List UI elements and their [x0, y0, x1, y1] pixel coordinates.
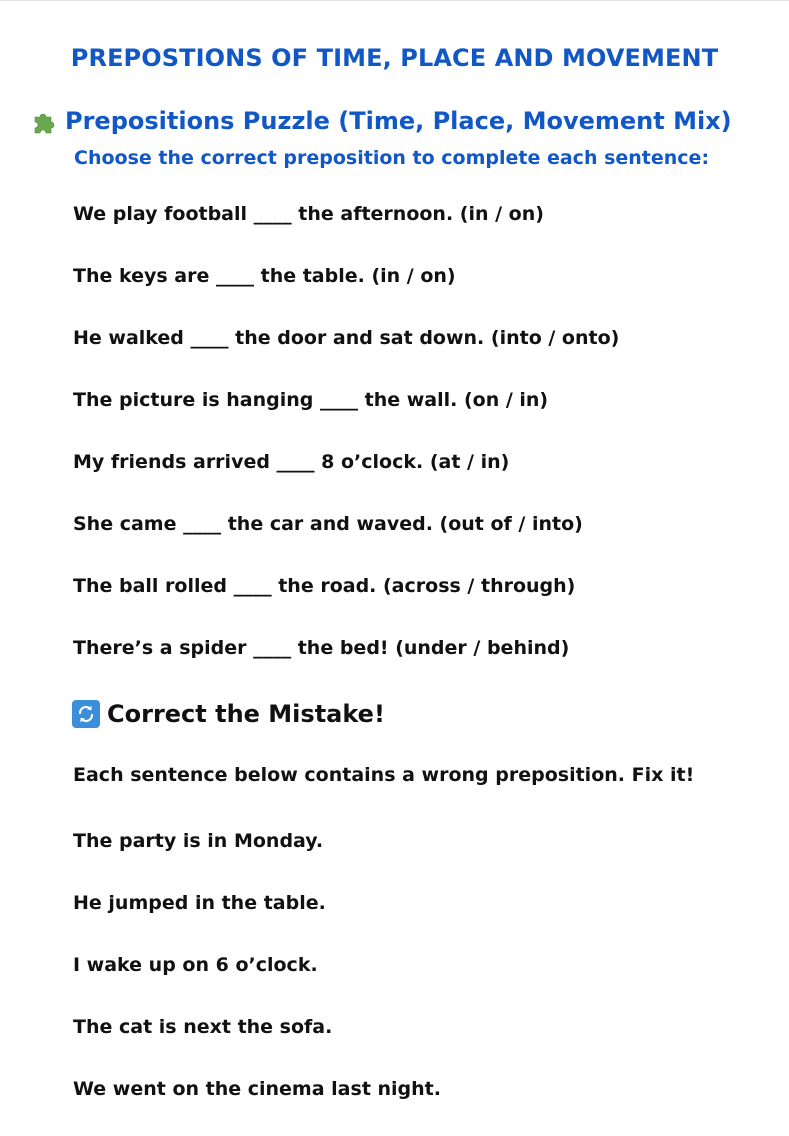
page-top-border [0, 0, 789, 1]
puzzle-sentence: We play football ____ the afternoon. (in / on) [73, 203, 544, 225]
section-2-instruction: Each sentence below contains a wrong preposition. Fix it! [73, 764, 695, 786]
puzzle-sentence: The ball rolled ____ the road. (across / through) [73, 575, 576, 597]
section-1-heading [32, 104, 732, 138]
puzzle-sentence: He walked ____ the door and sat down. (into / onto) [73, 327, 620, 349]
puzzle-sentence-list [73, 199, 619, 695]
section-2-heading [72, 698, 385, 730]
mistake-sentence-list [73, 826, 441, 1136]
puzzle-sentence: There’s a spider ____ the bed! (under / behind) [73, 637, 570, 659]
mistake-sentence: The cat is next the sofa. [73, 1016, 333, 1038]
mistake-sentence: I wake up on 6 o’clock. [73, 954, 318, 976]
mistake-sentence: The party is in Monday. [73, 830, 324, 852]
section-2-title: Correct the Mistake! [107, 700, 385, 728]
page-title: PREPOSTIONS OF TIME, PLACE AND MOVEMENT [70, 44, 719, 72]
puzzle-sentence: She came ____ the car and waved. (out of / into) [73, 513, 583, 535]
section-1-title: Prepositions Puzzle (Time, Place, Movement Mix) [65, 107, 732, 135]
puzzle-sentence: My friends arrived ____ 8 o’clock. (at / in) [73, 451, 510, 473]
puzzle-sentence: The keys are ____ the table. (in / on) [73, 265, 456, 287]
section-1-instruction: Choose the correct preposition to complete each sentence: [74, 147, 710, 169]
mistake-sentence: He jumped in the table. [73, 892, 326, 914]
mistake-sentence: We went on the cinema last night. [73, 1078, 441, 1100]
puzzle-sentence: The picture is hanging ____ the wall. (on / in) [73, 389, 549, 411]
refresh-arrows-icon [72, 700, 100, 728]
puzzle-piece-icon [32, 108, 58, 134]
